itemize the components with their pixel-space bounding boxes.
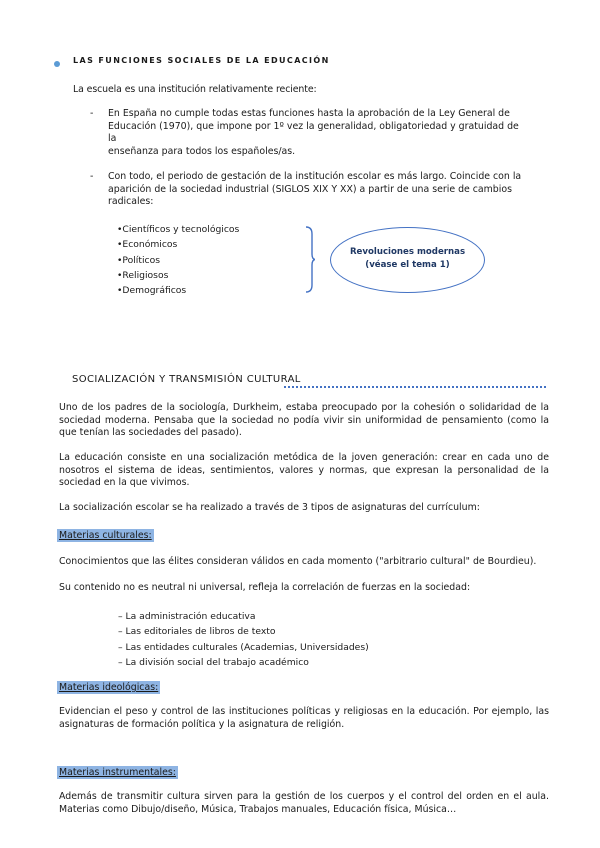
list-item: • Económicos [117, 237, 239, 252]
paragraph-escolar: La socialización escolar se ha realizado a través de 3 tipos de asignaturas del currículum: [59, 502, 480, 513]
paragraph-educacion: La educación consiste en una socialización metódica de la joven generación: crear en cada uno de nosotros el sistema de ideas, sentimientos, valores y normas, que expresan la personalidad de la sociedad en la que vivimos. [59, 452, 549, 489]
dash-line: Educación (1970), que impone por 1º vez la generalidad, obligatoriedad y gratuidad de la [108, 120, 519, 144]
changes-list [117, 222, 239, 298]
list-item: – Las entidades culturales (Academias, Universidades) [118, 640, 369, 655]
right-brace-icon [305, 226, 315, 293]
dash-item-text [108, 171, 528, 209]
paragraph-durkheim: Uno de los padres de la sociología, Durkheim, estaba preocupado por la cohesión o solidaridad de la sociedad moderna. Pensaba que la sociedad no podía vivir sin uniformidad de pensamiento (como la que tenían las sociedades del pasado). [59, 402, 549, 439]
paragraph-ideologicas: Evidencian el peso y control de las instituciones políticas y religiosas en la educación. Por ejemplo, las asignaturas de formación política y la asignatura de religión. [59, 706, 549, 730]
intro-text: La escuela es una institución relativamente reciente: [73, 84, 317, 95]
dash-marker: - [90, 108, 94, 119]
dash-line: enseñanza para todos los españoles/as. [108, 145, 296, 157]
ellipse-label [330, 246, 485, 271]
ellipse-line: (véase el tema 1) [365, 259, 450, 270]
list-item: • Científicos y tecnológicos [117, 222, 239, 237]
dash-line: radicales: [108, 196, 154, 207]
list-item: • Políticos [117, 253, 239, 268]
section-title: SOCIALIZACIÓN Y TRANSMISIÓN CULTURAL [72, 374, 301, 385]
dash-item-text [108, 108, 528, 158]
paragraph-contenido: Su contenido no es neutral ni universal, refleja la correlación de fuerzas en la sociedad: [59, 582, 471, 593]
dash-line: En España no cumple todas estas funciones hasta la aprobación de la Ley General de [108, 108, 510, 119]
forces-list [118, 609, 369, 671]
bullet-dot-icon [54, 61, 60, 67]
dash-marker: - [90, 171, 94, 182]
ellipse-line: Revoluciones modernas [349, 247, 466, 257]
dash-line: Con todo, el periodo de gestación de la institución escolar es más largo. Coincide con la [108, 171, 522, 182]
label-instrumentales: Materias instrumentales: [59, 767, 176, 778]
section-heading-functions: LAS FUNCIONES SOCIALES DE LA EDUCACIÓN [73, 56, 330, 65]
list-item: – La división social del trabajo académico [118, 655, 369, 670]
list-item: • Religiosos [117, 268, 239, 283]
dash-line: aparición de la sociedad industrial (SIGLOS XIX Y XX) a partir de una serie de cambios [108, 183, 512, 195]
list-item: – Las editoriales de libros de texto [118, 624, 369, 639]
list-item: – La administración educativa [118, 609, 369, 624]
label-culturales: Materias culturales: [59, 530, 152, 541]
paragraph-culturales: Conocimientos que las élites consideran válidos en cada momento ("arbitrario cultural" de Bourdieu). [59, 556, 537, 567]
dotted-rule [284, 374, 546, 388]
list-item: • Demográficos [117, 283, 239, 298]
paragraph-instrumentales: Además de transmitir cultura sirven para la gestión de los cuerpos y el control del orden en el aula. Materias como Dibujo/diseño, Música, Trabajos manuales, Educación física, Música… [59, 791, 549, 815]
label-ideologicas: Materias ideológicas: [59, 682, 159, 693]
